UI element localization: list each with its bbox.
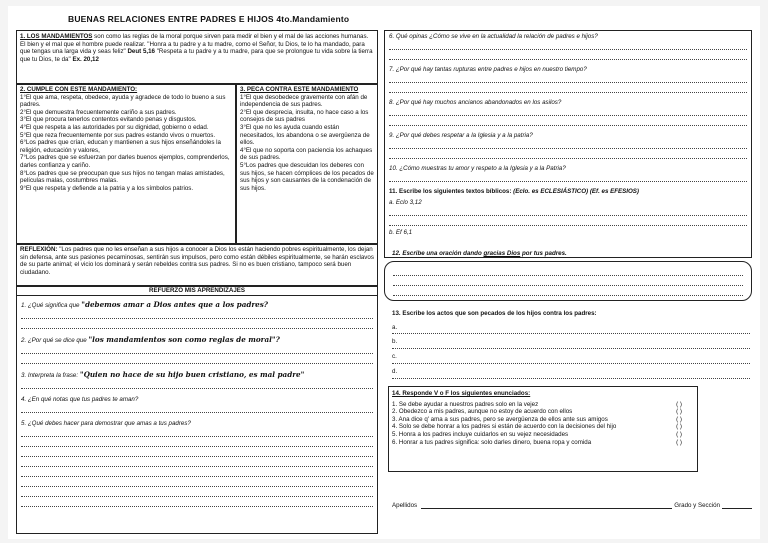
sin-line-a[interactable] <box>392 321 750 334</box>
tf-statement: 4. Solo se debe honrar a los padres si están de acuerdo con la decisiones del hijo <box>392 423 617 431</box>
sin-line-b[interactable] <box>392 334 750 349</box>
answer-line[interactable] <box>21 319 373 329</box>
tf-statement: 5. Honra a los padres incluye cuidarlos en su vejez necesidades <box>392 430 569 438</box>
mandamientos-ref1: Deut 5,16 <box>127 48 155 56</box>
question-14: 14. Responde V o F los siguientes enunciados: <box>392 390 531 397</box>
question-1-quote: "debemos amar a Dios antes que a los padres? <box>81 299 268 309</box>
grado-field[interactable] <box>722 508 752 509</box>
question-2-quote: "los mandamientos son como reglas de moral"? <box>88 334 280 344</box>
cumple-item: 3°El que procura tenerlos contentos evitando penas y disgustos. <box>20 116 197 124</box>
question-11: 11. Escribe los siguientes textos bíblicos: <box>389 188 512 195</box>
answer-line[interactable] <box>21 457 373 467</box>
tf-row <box>392 416 694 424</box>
answer-line[interactable] <box>393 286 743 296</box>
answer-line[interactable] <box>389 216 747 226</box>
refuerzo-heading: REFUERZO MIS APRENDIZAJES <box>148 287 246 294</box>
answer-line[interactable] <box>21 477 373 487</box>
peca-item: 4°El que no soporta con paciencia los achaques de sus padres. <box>240 146 373 162</box>
answer-line[interactable] <box>389 83 747 93</box>
student-info-footer <box>392 502 752 510</box>
answer-line[interactable] <box>21 437 373 447</box>
tf-row <box>392 423 694 431</box>
cumple-box <box>16 84 236 244</box>
question-13: 13. Escribe los actos que son pecados de los hijos contra los padres: <box>392 310 597 317</box>
reflexion-box <box>16 244 378 286</box>
refuerzo-box <box>16 286 378 534</box>
peca-box <box>236 84 378 244</box>
cumple-item: 9°El que respeta y defiende a la patria y a los símbolos patrios. <box>20 184 194 192</box>
peca-item: 1°El que desobedece gravemente con afán de independencia de sus padres. <box>240 93 368 109</box>
reflexion-heading: REFLEXIÓN: <box>20 246 58 253</box>
worksheet-title: BUENAS RELACIONES ENTRE PADRES E HIJOS 4to.Mandamiento <box>68 14 350 24</box>
question-4: 4. ¿En qué notas que tus padres te aman? <box>21 395 139 403</box>
true-false-box <box>388 386 698 472</box>
tf-statement: 2. Obedezco a mis padres, aunque no estoy de acuerdo con ellos <box>392 408 573 416</box>
mandamientos-text: son como las reglas de la moral porque sirven para medir el bien y el mal de las acciones humanas. El bien y el mal que el hombre puede realizar. "Honra a tu padre y a tu madre, como el Señor, tu Dios, te lo ha mandado, para que tengas una larga vida y seas feliz" <box>20 33 369 56</box>
tf-answer-slot[interactable]: ( ) <box>676 438 682 446</box>
question-12-text: 12. Escribe una oración dando <box>392 250 482 257</box>
question-7: 7. ¿Por qué hay tantas rupturas entre padres e hijos en nuestro tiempo? <box>389 66 587 73</box>
answer-line[interactable] <box>389 116 747 126</box>
question-6: 6. Qué opinas ¿Cómo se vive en la actualidad la relación de padres e hijos? <box>389 33 598 40</box>
tf-row <box>392 401 694 409</box>
sin-line-d[interactable] <box>392 364 750 379</box>
question-10: 10. ¿Cómo muestras tu amor y respeto a la Iglesia y a la Patria? <box>389 165 566 172</box>
question-2: 2. ¿Por qué se dice que <box>21 336 87 344</box>
answer-line[interactable] <box>389 106 747 116</box>
question-9: 9. ¿Por qué debes respetar a la Iglesia y a la patria? <box>389 132 533 139</box>
answer-line[interactable] <box>389 50 747 60</box>
sin-letter: a. <box>392 324 398 331</box>
answer-line[interactable] <box>393 266 743 276</box>
peca-item: 5°Los padres que descuidan los deberes con sus hijos, se hacen cómplices de los pecados de sus hijos y son causantes de la condenación de sus hijos. <box>240 161 374 192</box>
answer-line[interactable] <box>21 447 373 457</box>
tf-statement: 6. Honrar a tus padres significa: solo darles dinero, buena ropa y comida <box>392 438 592 446</box>
question-11-abbrev: (Eclo. es ECLESIÁSTICO) (Ef. es EFESIOS) <box>513 188 639 195</box>
answer-line[interactable] <box>21 403 373 413</box>
question-12-end: por tus padres. <box>522 250 567 257</box>
answer-line[interactable] <box>21 309 373 319</box>
reflexion-text: "Los padres que no les enseñan a sus hijos a conocer a Dios los están haciendo pobres espiritualmente, los dejan sin defensa, ante sus pasiones pecaminosas, sentirán sus impulsos, pero como están débiles espiritualmente, se harán esclavos de su parte animal; el vicio los dominará y serán rebeldes contra sus padres. Si no es buen cristiano, tampoco será buen ciudadano. <box>20 246 374 276</box>
sin-letter: d. <box>392 368 398 375</box>
worksheet-page <box>8 6 760 539</box>
right-questions-box <box>384 30 752 258</box>
answer-line[interactable] <box>389 73 747 83</box>
mandamientos-text2: "Respeta a tu padre y a tu madre, para que se prolongue tu vida sobre la tierra que tu Dios, te da" <box>20 48 373 63</box>
tf-statement: 1. Se debe ayudar a nuestros padres solo en la vejez <box>392 400 539 408</box>
cumple-item: 5°El que reza frecuentemente por sus padres estando vivos o muertos. <box>20 131 216 139</box>
peca-heading: 3. PECA CONTRA ESTE MANDAMIENTO <box>240 86 359 93</box>
cumple-item: 1°El que ama, respeta, obedece, ayuda y agradece de todo lo bueno a sus padres. <box>20 93 226 109</box>
question-5: 5. ¿Qué debes hacer para demostrar que amas a tus padres? <box>21 419 191 427</box>
grado-label: Grado y Sección <box>674 502 720 509</box>
question-11b: b. Ef 6,1 <box>389 228 413 236</box>
cumple-item: 6°Los padres que crían, educan y mantienen a sus hijos enseñándoles la religión, educación y valores, <box>20 139 221 154</box>
peca-item: 3°El que no les ayuda cuando están necesitados, los abandona o se avergüenza de ellos. <box>240 123 370 147</box>
tf-row <box>392 439 694 447</box>
sin-letter: c. <box>392 353 397 360</box>
tf-answer-slot[interactable]: ( ) <box>676 408 682 416</box>
answer-line[interactable] <box>21 354 373 364</box>
mandamientos-box <box>16 30 378 84</box>
tf-statement: 3. Ana dice q' ama a sus padres, pero se avergüenza de ellos ante sus amigos <box>392 415 608 423</box>
tf-answer-slot[interactable]: ( ) <box>676 423 682 431</box>
mandamientos-heading: 1. LOS MANDAMIENTOS <box>20 33 93 40</box>
answer-line[interactable] <box>21 344 373 354</box>
apellidos-label: Apellidos <box>392 502 418 509</box>
cumple-item: 8°Los padres que se preocupan que sus hijos no tengan malas amistades, películas malas, costumbres malas. <box>20 169 225 185</box>
answer-line[interactable] <box>21 379 373 389</box>
cumple-item: 4°El que respeta a las autoridades por su dignidad, gobierno o edad. <box>20 123 209 131</box>
question-12 <box>392 250 567 258</box>
tf-answer-slot[interactable]: ( ) <box>676 400 682 408</box>
sin-line-c[interactable] <box>392 349 750 364</box>
answer-line[interactable] <box>21 487 373 497</box>
question-3-quote: "Quien no hace de su hijo buen cristiano, es mal padre" <box>79 369 305 379</box>
cumple-item: 7°Los padres que se esfuerzan por darles buenos ejemplos, comprenderlos, darles confianza y cariño. <box>20 154 230 169</box>
prayer-answer-box[interactable] <box>384 261 752 301</box>
answer-line[interactable] <box>21 497 373 507</box>
cumple-item: 2°El que demuestra frecuentemente cariño a sus padres. <box>20 108 177 116</box>
sin-letter: b. <box>392 338 398 345</box>
apellidos-field[interactable] <box>421 508 672 509</box>
cumple-heading: 2. CUMPLE CON ESTE MANDAMIENTO: <box>20 86 138 93</box>
sins-answer-list <box>392 321 750 379</box>
question-3: 3. Interpreta la frase: <box>21 371 79 379</box>
answer-line[interactable] <box>389 149 747 159</box>
answer-line[interactable] <box>389 40 747 50</box>
mandamientos-ref2: Ex. 20,12 <box>72 55 99 63</box>
question-8: 8. ¿Por qué hay muchos ancianos abandonados en los asilos? <box>389 99 562 106</box>
answer-line[interactable] <box>393 276 743 286</box>
question-11a: a. Eclo 3,12 <box>389 198 422 206</box>
tf-answer-slot[interactable]: ( ) <box>676 430 682 438</box>
question-1: 1. ¿Qué significa que <box>21 301 80 309</box>
answer-line[interactable] <box>21 467 373 477</box>
peca-item: 2°El que desprecia, insulta, no hace caso a los consejos de sus padres <box>240 108 369 124</box>
answer-line[interactable] <box>389 172 747 182</box>
tf-row <box>392 431 694 439</box>
answer-line[interactable] <box>389 139 747 149</box>
question-12-underlined: gracias Dios <box>483 250 521 257</box>
answer-line[interactable] <box>21 427 373 437</box>
tf-answer-slot[interactable]: ( ) <box>676 415 682 423</box>
answer-line[interactable] <box>389 206 747 216</box>
tf-row <box>392 408 694 416</box>
